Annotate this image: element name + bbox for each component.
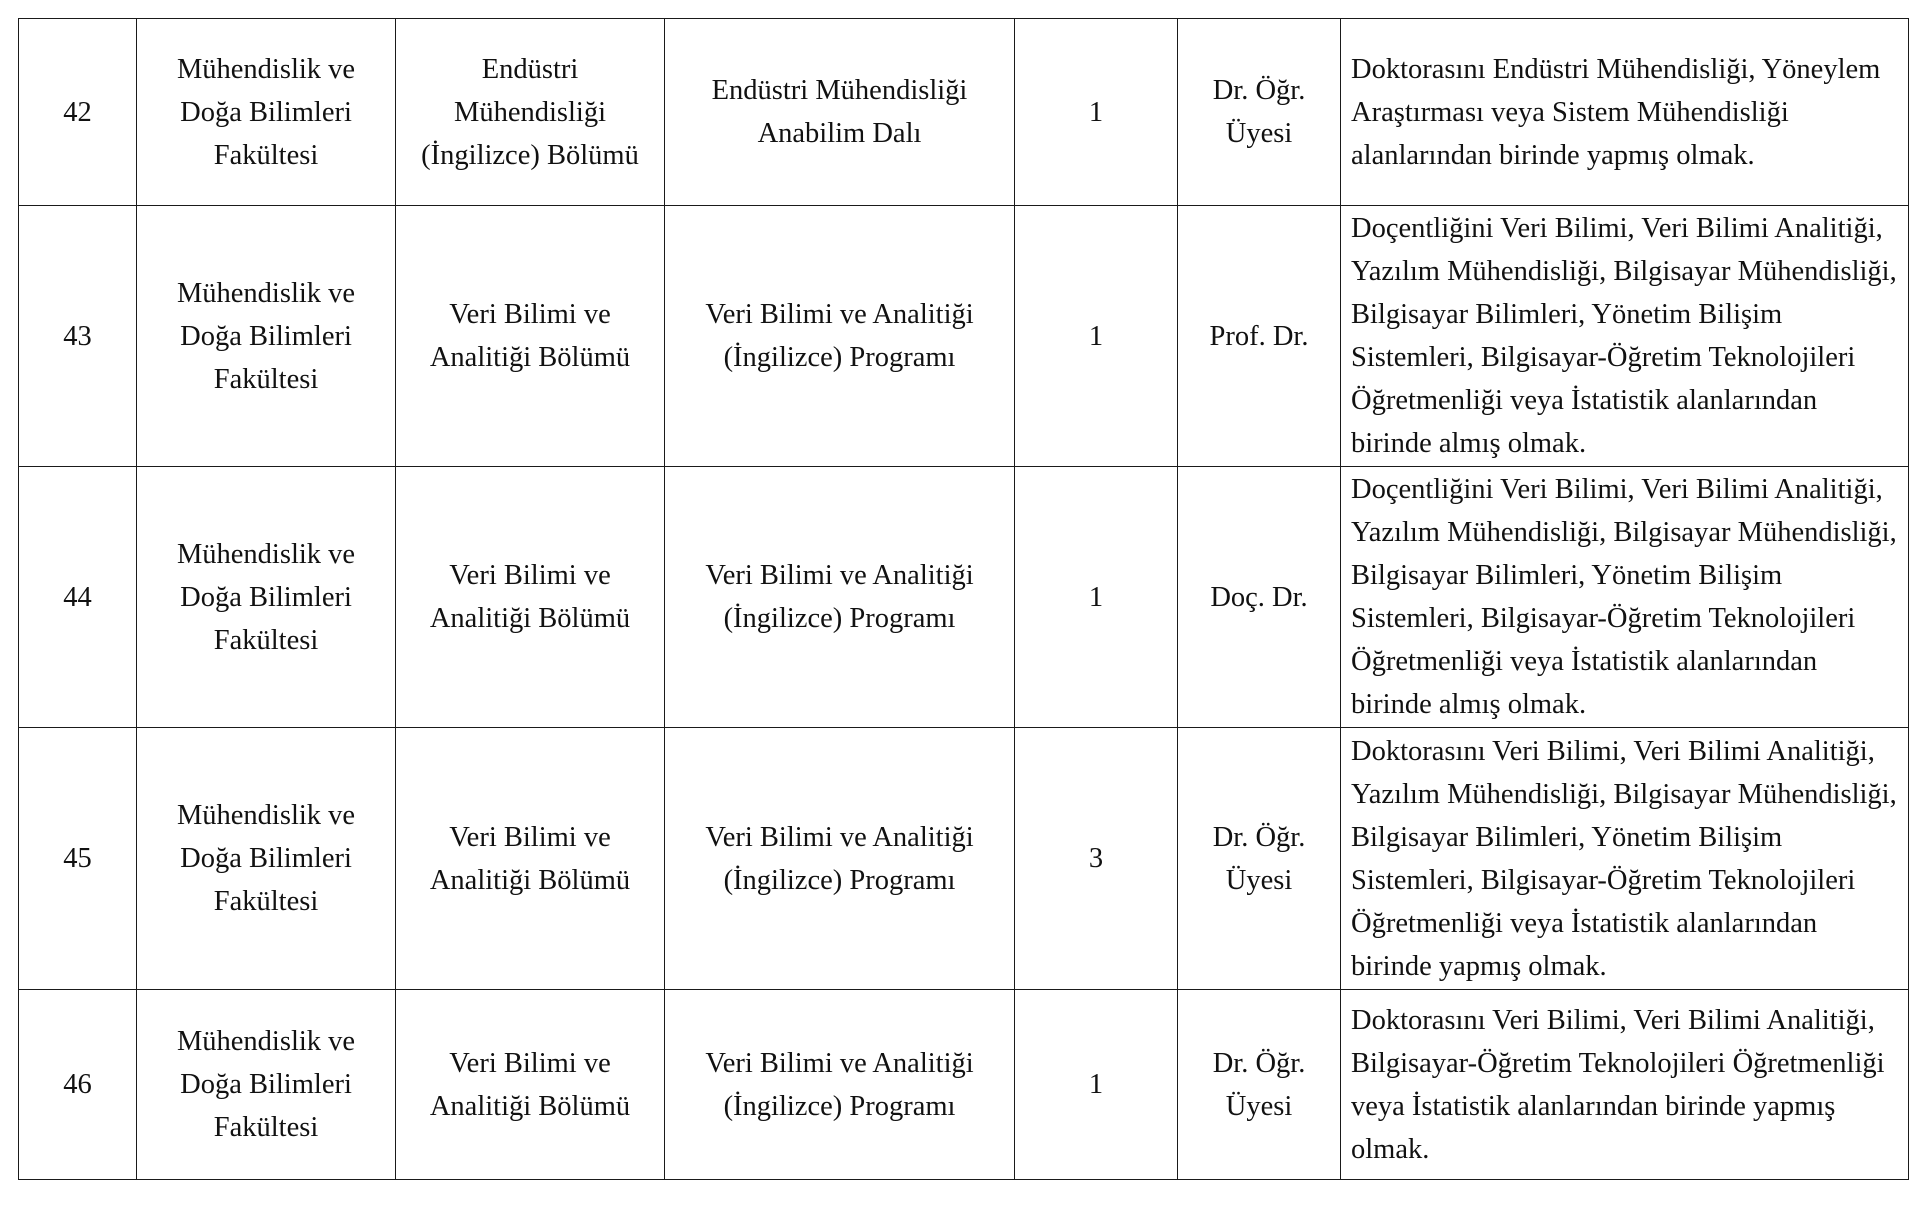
faculty-cell: Mühendislik ve Doğa Bilimleri Fakültesi bbox=[137, 19, 396, 206]
table-row bbox=[19, 990, 1909, 1180]
department-cell: Veri Bilimi ve Analitiği Bölümü bbox=[396, 206, 665, 467]
program-cell: Endüstri Mühendisliği Anabilim Dalı bbox=[665, 19, 1015, 206]
program-cell: Veri Bilimi ve Analitiği (İngilizce) Programı bbox=[665, 206, 1015, 467]
row-number: 46 bbox=[19, 990, 137, 1180]
table-row bbox=[19, 467, 1909, 728]
position-count-cell: 1 bbox=[1015, 467, 1178, 728]
academic-title-cell: Dr. Öğr. Üyesi bbox=[1178, 19, 1341, 206]
position-count-cell: 1 bbox=[1015, 19, 1178, 206]
requirement-cell: Doçentliğini Veri Bilimi, Veri Bilimi Analitiği, Yazılım Mühendisliği, Bilgisayar Mühendisliği, Bilgisayar Bilimleri, Yönetim Bilişim Sistemleri, Bilgisayar-Öğretim Teknolojileri Öğretmenliği veya İstatistik alanlarından birinde almış olmak. bbox=[1341, 467, 1909, 728]
table-row bbox=[19, 728, 1909, 990]
program-cell: Veri Bilimi ve Analitiği (İngilizce) Programı bbox=[665, 990, 1015, 1180]
row-number: 45 bbox=[19, 728, 137, 990]
program-cell: Veri Bilimi ve Analitiği (İngilizce) Programı bbox=[665, 467, 1015, 728]
requirement-cell: Doktorasını Veri Bilimi, Veri Bilimi Analitiği, Bilgisayar-Öğretim Teknolojileri Öğretmenliği veya İstatistik alanlarından birinde yapmış olmak. bbox=[1341, 990, 1909, 1180]
row-number: 44 bbox=[19, 467, 137, 728]
academic-title-cell: Dr. Öğr. Üyesi bbox=[1178, 728, 1341, 990]
position-count-cell: 1 bbox=[1015, 206, 1178, 467]
academic-title-cell: Doç. Dr. bbox=[1178, 467, 1341, 728]
academic-title-cell: Prof. Dr. bbox=[1178, 206, 1341, 467]
requirement-cell: Doçentliğini Veri Bilimi, Veri Bilimi Analitiği, Yazılım Mühendisliği, Bilgisayar Mühendisliği, Bilgisayar Bilimleri, Yönetim Bilişim Sistemleri, Bilgisayar-Öğretim Teknolojileri Öğretmenliği veya İstatistik alanlarından birinde almış olmak. bbox=[1341, 206, 1909, 467]
row-number: 42 bbox=[19, 19, 137, 206]
faculty-cell: Mühendislik ve Doğa Bilimleri Fakültesi bbox=[137, 728, 396, 990]
department-cell: Veri Bilimi ve Analitiği Bölümü bbox=[396, 728, 665, 990]
program-cell: Veri Bilimi ve Analitiği (İngilizce) Programı bbox=[665, 728, 1015, 990]
table-row bbox=[19, 206, 1909, 467]
department-cell: Endüstri Mühendisliği (İngilizce) Bölümü bbox=[396, 19, 665, 206]
position-count-cell: 3 bbox=[1015, 728, 1178, 990]
faculty-cell: Mühendislik ve Doğa Bilimleri Fakültesi bbox=[137, 206, 396, 467]
requirement-cell: Doktorasını Veri Bilimi, Veri Bilimi Analitiği, Yazılım Mühendisliği, Bilgisayar Mühendisliği, Bilgisayar Bilimleri, Yönetim Bilişim Sistemleri, Bilgisayar-Öğretim Teknolojileri Öğretmenliği veya İstatistik alanlarından birinde yapmış olmak. bbox=[1341, 728, 1909, 990]
faculty-cell: Mühendislik ve Doğa Bilimleri Fakültesi bbox=[137, 467, 396, 728]
academic-title-cell: Dr. Öğr. Üyesi bbox=[1178, 990, 1341, 1180]
positions-table bbox=[18, 18, 1909, 1180]
position-count-cell: 1 bbox=[1015, 990, 1178, 1180]
table-row bbox=[19, 19, 1909, 206]
requirement-cell: Doktorasını Endüstri Mühendisliği, Yöneylem Araştırması veya Sistem Mühendisliği alanlarından birinde yapmış olmak. bbox=[1341, 19, 1909, 206]
faculty-cell: Mühendislik ve Doğa Bilimleri Fakültesi bbox=[137, 990, 396, 1180]
department-cell: Veri Bilimi ve Analitiği Bölümü bbox=[396, 990, 665, 1180]
department-cell: Veri Bilimi ve Analitiği Bölümü bbox=[396, 467, 665, 728]
row-number: 43 bbox=[19, 206, 137, 467]
